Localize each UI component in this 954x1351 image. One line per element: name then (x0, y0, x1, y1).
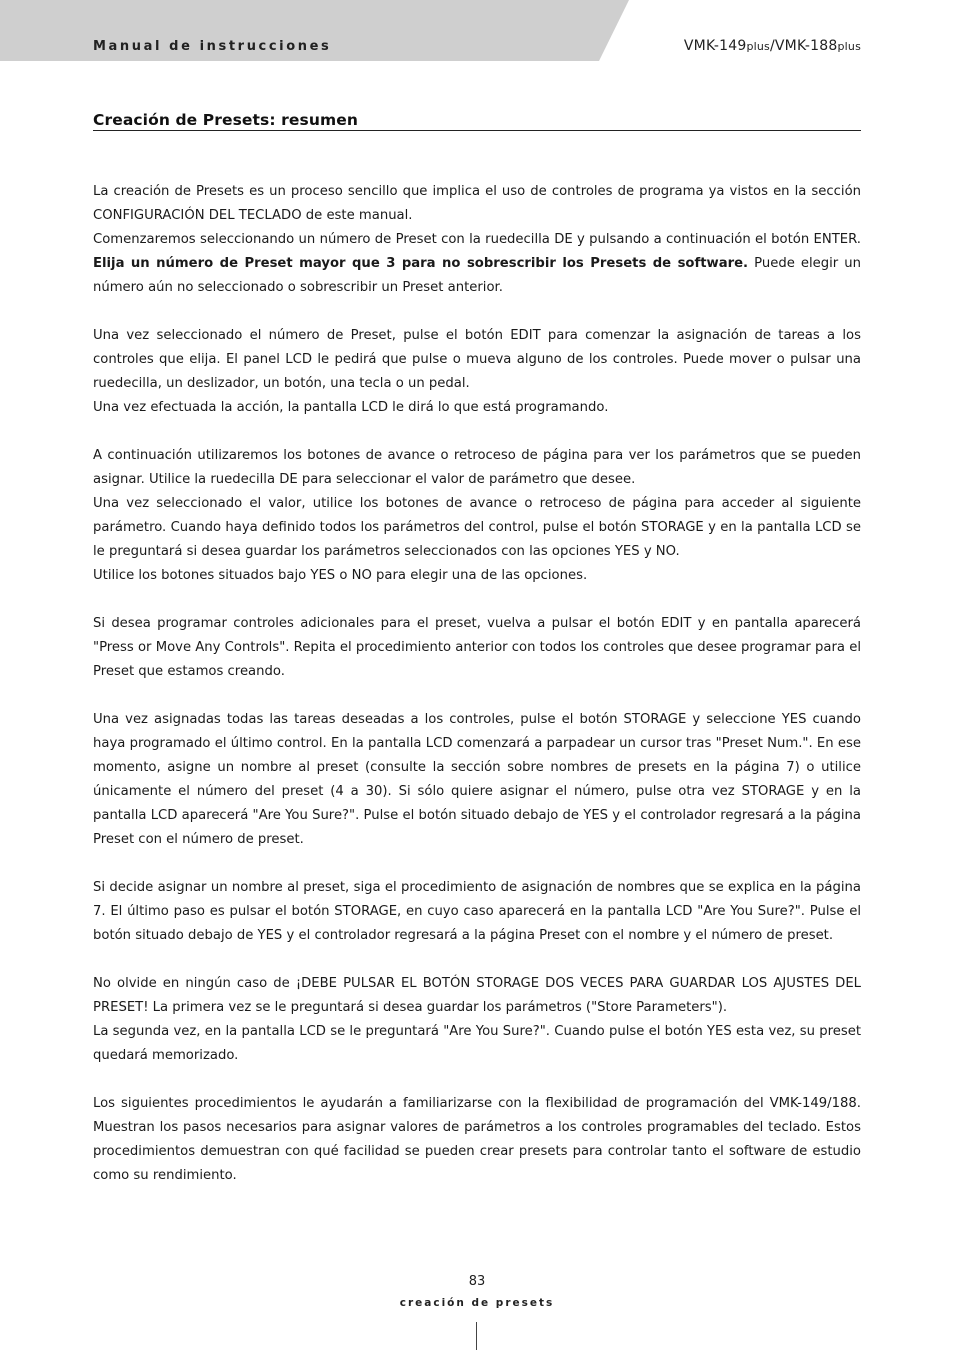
paragraph-2 (93, 324, 861, 420)
paragraph-4 (93, 612, 861, 684)
paragraph-3 (93, 444, 861, 588)
paragraph-line: Si desea programar controles adicionales para el preset, vuelva a pulsar el botón EDIT y en pantalla aparecerá "Press or Move Any Controls". Repita el procedimiento anterior con todos los controles que desee programar para el Preset que estamos creando. (93, 616, 861, 679)
body-text (93, 180, 861, 1212)
model-plus-2: plus (837, 40, 861, 53)
warning-bold-text: Elija un número de Preset mayor que 3 para no sobrescribir los Presets de software. (93, 256, 749, 271)
paragraph-line: Una vez seleccionado el valor, utilice los botones de avance o retroceso de página para acceder al siguiente parámetro. Cuando haya definido todos los parámetros del control, pulse el botón STORAGE y en la pantalla LCD se le preguntará si desea guardar los parámetros seleccionados con las opciones YES y NO. (93, 496, 861, 559)
footer-divider (476, 1322, 477, 1350)
paragraph-line: A continuación utilizaremos los botones de avance o retroceso de página para ver los parámetros que se pueden asignar. Utilice la ruedecilla DE para seleccionar el valor de parámetro que desee. (93, 448, 861, 487)
paragraph-line: Puede elegir un número aún no seleccionado o sobrescribir un Preset anterior. (93, 256, 861, 295)
paragraph-1 (93, 180, 861, 300)
paragraph-line: Si decide asignar un nombre al preset, siga el procedimiento de asignación de nombres que se explica en la página 7. El último paso es pulsar el botón STORAGE, en cuyo caso aparecerá en la pantalla LCD "Are You Sure?". Pulse el botón situado debajo de YES y el controlador regresará a la página Preset con el nombre y el número de preset. (93, 880, 861, 943)
paragraph-7 (93, 972, 861, 1068)
model-plus-1: plus (746, 40, 770, 53)
paragraph-5 (93, 708, 861, 852)
paragraph-line: Una vez seleccionado el número de Preset, pulse el botón EDIT para comenzar la asignación de tareas a los controles que elija. El panel LCD le pedirá que pulse o mueva alguno de los controles. Puede mover o pulsar una ruedecilla, un deslizador, un botón, una tecla o un pedal. (93, 328, 861, 391)
footer-section-label: creación de presets (399, 1297, 555, 1309)
paragraph-line: La creación de Presets es un proceso sencillo que implica el uso de controles de programa ya vistos en la sección CONFIGURACIÓN DEL TECLADO de este manual. (93, 184, 861, 223)
paragraph-8 (93, 1092, 861, 1188)
paragraph-line: Una vez asignadas todas las tareas deseadas a los controles, pulse el botón STORAGE y seleccione YES cuando haya programado el último control. En la pantalla LCD comenzará a parpadear un cursor tras "Preset Num.". En ese momento, asigne un nombre al preset (consulte la sección sobre nombres de presets en la página 7) o utilice únicamente el número del preset (4 a 30). Si sólo quiere asignar el número, pulse otra vez STORAGE y en la pantalla LCD aparecerá "Are You Sure?". Pulse el botón situado debajo de YES y el controlador regresará a la página Preset con el número de preset. (93, 712, 861, 847)
paragraph-line: Los siguientes procedimientos le ayudarán a familiarizarse con la flexibilidad de programación del VMK-149/188. Muestran los pasos necesarios para asignar valores de parámetros a los controles programables del teclado. Estos procedimientos demuestran con qué facilidad se pueden crear presets para controlar tanto el software de estudio como su rendimiento. (93, 1096, 861, 1183)
model-label (684, 38, 861, 54)
page-number: 83 (468, 1274, 486, 1289)
section-title: Creación de Presets: resumen (93, 111, 861, 131)
paragraph-line: No olvide en ningún caso de ¡DEBE PULSAR EL BOTÓN STORAGE DOS VECES PARA GUARDAR LOS AJUSTES DEL PRESET! La primera vez se le preguntará si desea guardar los parámetros ("Store Parameters"). (93, 976, 861, 1015)
paragraph-line: Utilice los botones situados bajo YES o NO para elegir una de las opciones. (93, 568, 588, 583)
model-name-2: /VMK-188 (769, 38, 838, 54)
paragraph-line: Comenzaremos seleccionando un número de Preset con la ruedecilla DE y pulsando a continuación el botón ENTER. (93, 232, 861, 247)
manual-label: Manual de instrucciones (93, 39, 332, 54)
model-name-1: VMK-149 (683, 38, 747, 54)
paragraph-line: La segunda vez, en la pantalla LCD se le preguntará "Are You Sure?". Cuando pulse el botón YES esta vez, su preset quedará memorizado. (93, 1024, 861, 1063)
paragraph-line: Una vez efectuada la acción, la pantalla LCD le dirá lo que está programando. (93, 400, 609, 415)
paragraph-6 (93, 876, 861, 948)
